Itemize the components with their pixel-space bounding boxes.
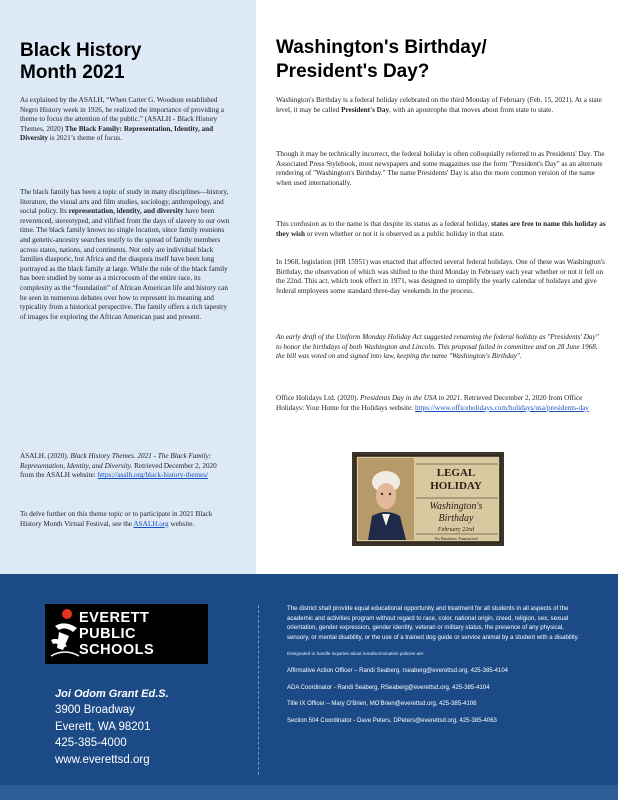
- poster-holiday-text: HOLIDAY: [430, 480, 482, 492]
- asalh-themes-link[interactable]: https://asalh.org/black-history-themes/: [97, 471, 209, 480]
- black-family-paragraph: The black family has been a topic of study in many disciplines—history, literature, the visual arts and film studies, sociology, anthropology, and social policy. Its representation, identity, and diversity have been reverenced, stereotyped, and vilified from the days of slavery to our own time. The black family knows no single location, since family reunions and genetic-ancestry searches testify to the spread of family members across states, nations, and continents. Not only are individual black families diasporic, but Africa and the diaspora itself have been long portrayed as the black family at large. While the role of the black family has been studied by some as a microcosm of the entire race, its complexity as the “foundation” of African American life and history can be seen in numerous debates over how to represent its meaning and typicality from a historical perspective. The family offers a rich tapestry of images for exploring the African American past and present.: [20, 188, 230, 321]
- website-link[interactable]: www.everettsd.org: [55, 753, 150, 766]
- logo-wordmark: EVERETT PUBLIC SCHOOLS: [79, 610, 155, 658]
- phone-number: 425-385-4000: [55, 737, 127, 749]
- everett-public-schools-logo: [45, 604, 208, 664]
- logo-figures-icon: [49, 606, 81, 662]
- address-line-1: 3900 Broadway: [55, 704, 135, 716]
- address-line-2: Everett, WA 98201: [55, 720, 151, 733]
- black-history-intro: As explained by the ASALH, “When Carter G. Woodson established Negro History week in 1926, he realized the importance of providing a theme to focus the attention of the public.” (ASALH - Black History Themes, 2020) The Black Family: Representation, Identity, and Diversity is 2021’s theme of focus.: [20, 96, 224, 143]
- footer-accent-band: [0, 785, 618, 800]
- asalh-citation: ASALH. (2020). Black History Themes. 2021 - The Black Family: Representation, Identity, and Diversity. Retrieved December 2, 2020 from the ASALH website: https://asalh.org/black-history-themes/: [20, 452, 217, 480]
- footer-divider: [258, 605, 259, 775]
- washington-para-1: Washington's Birthday is a federal holiday celebrated on the third Monday of February (Feb. 15, 2021). At a state level, it may be called President's Day, with an apostrophe that moves about from state to state.: [276, 96, 602, 114]
- washington-para-5: An early draft of the Uniform Monday Holiday Act suggested renaming the federal holiday as "Presidents' Day" to honor the birthdays of both Washington and Lincoln. This proposal failed in committee and on 28 June 1968, the bill was voted on and signed into law, keeping the name "Washington's Birthday".: [276, 333, 599, 361]
- poster-legal-text: LEGAL: [436, 467, 476, 479]
- nondiscrimination-block: [287, 604, 587, 725]
- title-ix-officer: Title IX Officer – Mary O’Brien, MO’Brien@everettsd.org, 425-385-4106: [287, 701, 477, 708]
- ada-coordinator: ADA Coordinator - Randi Seaberg, RSeaberg@everettsd.org, 425-385-4104: [287, 684, 490, 691]
- poster-illustration: [352, 452, 504, 546]
- asalh-org-link[interactable]: ASALH.org: [133, 519, 169, 528]
- section-504-coordinator: Section 504 Coordinator - Dave Peters, DPeters@everettsd.org, 425-385-4063: [287, 718, 497, 725]
- washington-birthday-poster: [352, 452, 504, 546]
- poster-date-text: February 22nd: [437, 527, 475, 533]
- poster-washingtons-text: Washington's: [429, 501, 483, 512]
- designated-inquiries-label: Designated to handle inquiries about nondiscrimination policies are:: [287, 651, 425, 657]
- black-history-title: Black History Month 2021: [20, 40, 142, 83]
- festival-paragraph: To delve further on this theme topic or to participate in 2021 Black History Month Virtual Festival, see the ASALH.org website.: [20, 510, 213, 528]
- washington-birthday-title: Washington's Birthday/ President's Day?: [276, 37, 487, 82]
- contact-block: [55, 686, 245, 768]
- equal-opportunity-statement: The district shall provide equal educational opportunity and treatment for all students in all aspects of the academic and activities program without regard to race, color, national origin, creed, religion, sex, sexual orientation, gender expression, gender identity, veteran or military status, the presence of any physical, sensory, or mental disability, or the use of a trained dog guide or service animal by a student with a disability.: [287, 605, 579, 641]
- washington-para-2: Though it may be technically incorrect, the federal holiday is often colloquially referred to as Presidents' Day. The Associated Press Stylebook, most newspapers and some magazines use the form "President's Day" as an alternate rendering of "Washington's Birthday." The name Presidents' Day is also the more common version of the name when used internationally.: [276, 150, 605, 187]
- office-holidays-citation: Office Holidays Ltd. (2020). Presidents Day in the USA in 2021. Retrieved December 2, 2020 from Office Holidays: Your Home for the Holidays website: https://www.officeholidays.com/holidays/usa/presidents-day: [276, 394, 589, 412]
- left-column: [0, 0, 256, 574]
- washington-para-3: This confusion as to the name is that despite its status as a federal holiday, states are free to name this holiday as they wish or even whether or not it is observed as a public holiday in that state.: [276, 220, 606, 238]
- contact-name: Joi Odom Grant Ed.S.: [55, 688, 169, 700]
- poster-birthday-text: Birthday: [438, 513, 474, 524]
- affirmative-action-officer: Affirmative Action Officer – Randi Seaberg, rseaberg@everettsd.org, 425-385-4104: [287, 668, 508, 675]
- poster-bottom-text: No Business Transacted: [434, 536, 478, 541]
- washington-para-4: In 1968, legislation (HR 15951) was enacted that affected several federal holidays. One of these was Washington's Birthday, the observation of which was shifted to the third Monday in February each year whether or not it fell on the 22nd. This act, which took effect in 1971, was designed to simplify the yearly calendar of holidays and give federal employees some standard three-day weekends in the process.: [276, 258, 605, 295]
- office-holidays-link[interactable]: https://www.officeholidays.com/holidays/usa/presidents-day: [414, 403, 589, 412]
